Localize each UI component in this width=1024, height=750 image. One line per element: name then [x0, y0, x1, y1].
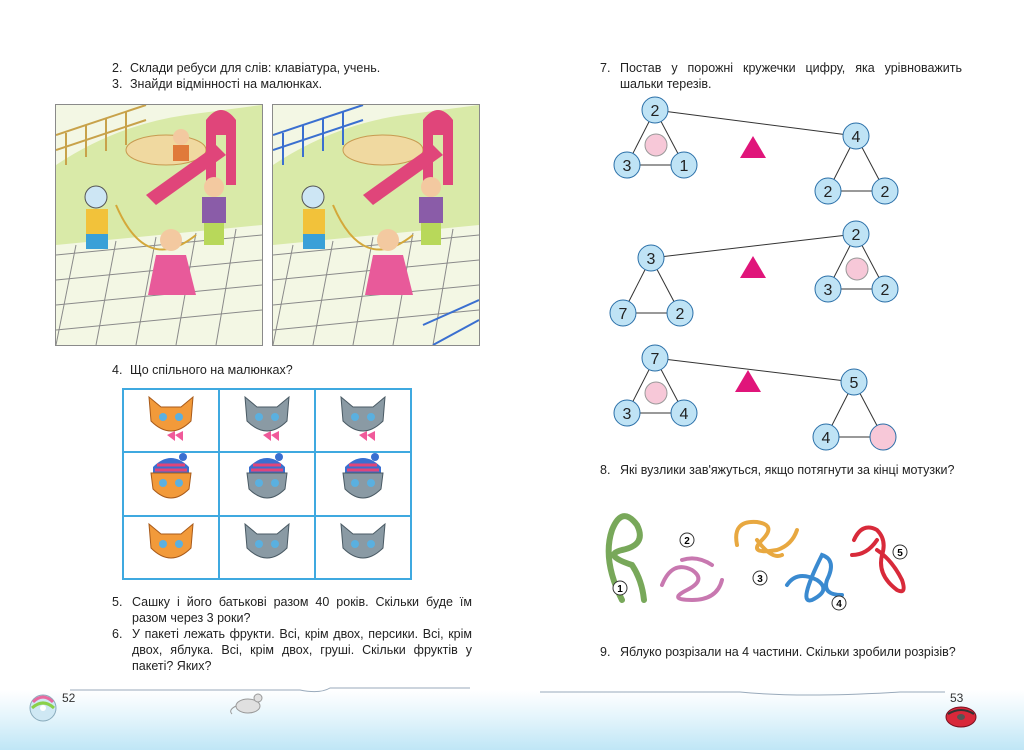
- knot-label-1: 1: [617, 584, 623, 595]
- cat-gray-bow-icon: [239, 391, 295, 450]
- grid-cell: [316, 453, 410, 514]
- number-label: 2: [851, 227, 861, 244]
- mouse-figure-icon: [228, 688, 268, 721]
- cat-orange-plain-icon: [143, 520, 199, 575]
- fulcrum-triangle: [740, 256, 766, 278]
- cat-gray-plain-icon: [335, 520, 391, 575]
- task-4: 4. Що спільного на малюнках?: [112, 363, 293, 377]
- number-label: 7: [618, 306, 628, 323]
- knots-figure: [582, 500, 922, 612]
- empty-center-circle: [645, 382, 667, 404]
- scene-right: [272, 104, 480, 346]
- number-label: 3: [823, 282, 833, 299]
- empty-center-circle: [846, 258, 868, 280]
- grid-cell: [316, 390, 410, 451]
- number-label: 3: [622, 158, 632, 175]
- fulcrum-triangle: [735, 370, 761, 392]
- number-label: 1: [679, 158, 689, 175]
- empty-value-circle: [870, 424, 896, 450]
- number-label: 4: [851, 129, 861, 146]
- number-label: 3: [646, 251, 656, 268]
- cd-disc-icon: [28, 688, 58, 733]
- grid-cell: [220, 390, 314, 451]
- fulcrum-triangle: [740, 136, 766, 158]
- scene-left: [55, 104, 263, 346]
- grid-cell: [124, 390, 218, 451]
- knot-label-2: 2: [684, 536, 690, 547]
- task-6: 6. У пакеті лежать фрукти. Всі, крім двох, персики. Всі, крім двох, яблука. Всі, крім двох, груші. Скільки фруктів у пакеті? Яких?: [112, 627, 472, 673]
- footer-line: [0, 680, 1024, 720]
- number-label: 5: [849, 375, 859, 392]
- computer-mouse-icon: [944, 704, 978, 735]
- task-9: 9. Яблуко розрізали на 4 частини. Скільки зробили розрізів?: [600, 645, 956, 659]
- cats-grid: [122, 388, 412, 580]
- number-label: 2: [823, 184, 833, 201]
- scale-beam: [655, 358, 854, 382]
- number-label: 2: [650, 103, 660, 120]
- grid-cell: [220, 453, 314, 514]
- task-3: 3. Знайди відмінності на малюнках.: [112, 77, 323, 91]
- knot-label-3: 3: [757, 574, 763, 585]
- grid-cell: [124, 453, 218, 514]
- task-8: 8. Які вузлики зав'яжуться, якщо потягнути за кінці мотузки?: [600, 463, 955, 477]
- scales-figure: [598, 96, 938, 456]
- grid-cell: [124, 517, 218, 578]
- cat-gray-hat-icon: [335, 453, 391, 514]
- number-label: 4: [821, 430, 831, 447]
- number-label: 4: [679, 406, 689, 423]
- number-label: 2: [880, 184, 890, 201]
- cat-orange-hat-icon: [143, 453, 199, 514]
- number-label: 3: [622, 406, 632, 423]
- task-2: 2. Склади ребуси для слів: клавіатура, учень.: [112, 61, 381, 75]
- cat-orange-bow-icon: [143, 391, 199, 450]
- empty-center-circle: [645, 134, 667, 156]
- scale-beam: [655, 110, 856, 136]
- number-label: 2: [880, 282, 890, 299]
- grid-cell: [220, 517, 314, 578]
- page-number-right: 53: [950, 691, 964, 705]
- cat-gray-bow-icon: [335, 391, 391, 450]
- knot-label-4: 4: [836, 599, 842, 610]
- scale-beam: [651, 234, 856, 258]
- page-number-left: 52: [62, 691, 76, 705]
- task-5: 5. Сашку і його батькові разом 40 років. Скільки буде їм разом через 3 роки?: [112, 595, 472, 625]
- knot-label-5: 5: [897, 548, 903, 559]
- grid-cell: [316, 517, 410, 578]
- number-label: 7: [650, 351, 660, 368]
- number-label: 2: [675, 306, 685, 323]
- cat-gray-hat-icon: [239, 453, 295, 514]
- task-7: 7. Постав у порожні кружечки цифру, яка урівноважить шальки терезів.: [600, 61, 962, 91]
- cat-gray-plain-icon: [239, 520, 295, 575]
